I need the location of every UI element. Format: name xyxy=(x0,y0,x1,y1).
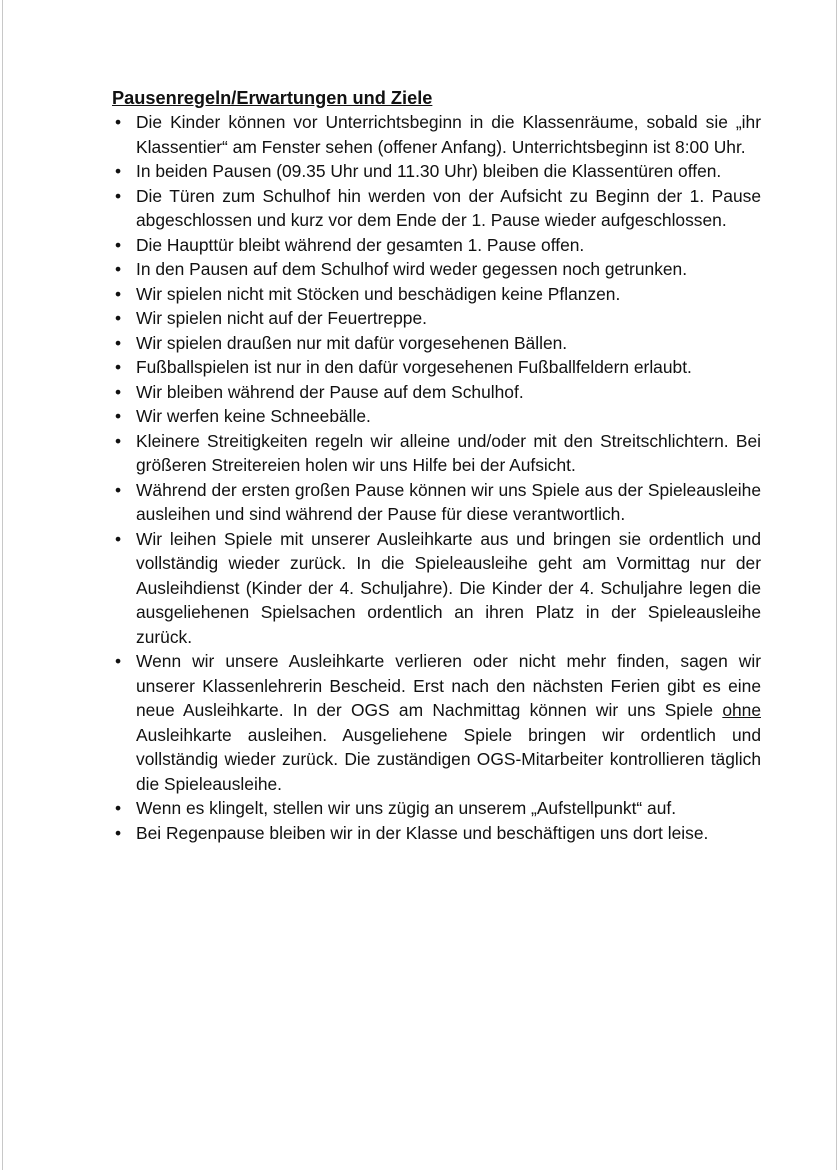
bullet-icon: • xyxy=(114,357,122,377)
bullet-icon: • xyxy=(114,185,122,206)
list-item-text: Wenn es klingelt, stellen wir uns zügig an unserem „Aufstellpunkt“ auf. xyxy=(136,798,677,818)
list-item xyxy=(110,404,761,429)
bullet-icon: • xyxy=(114,381,122,402)
document-title: Pausenregeln/Erwartungen und Ziele xyxy=(112,88,433,108)
list-item-text: Kleinere Streitigkeiten regeln wir alleine und/oder mit den Streitschlichtern. Bei größeren Streitereien holen wir uns Hilfe bei der Aufsicht. xyxy=(136,430,761,475)
bullet-icon: • xyxy=(114,406,122,426)
list-item-text: Die Türen zum Schulhof hin werden von der Aufsicht zu Beginn der 1. Pause abgeschlossen und kurz vor dem Ende der 1. Pause wieder aufgeschlossen. xyxy=(136,185,761,230)
list-item-text: Fußballspielen ist nur in den dafür vorgesehenen Fußballfeldern erlaubt. xyxy=(136,357,692,377)
list-item-text: Wir spielen draußen nur mit dafür vorgesehenen Bällen. xyxy=(136,332,568,353)
list-item xyxy=(110,380,761,405)
bullet-icon: • xyxy=(114,430,122,451)
list-item-text: In beiden Pausen (09.35 Uhr und 11.30 Uhr) bleiben die Klassentüren offen. xyxy=(136,161,722,181)
list-item xyxy=(110,159,761,184)
list-item-text: Die Kinder können vor Unterrichtsbeginn in die Klassenräume, sobald sie „ihr Klassentier“ am Fenster sehen (offener Anfang). Unterrichtsbeginn ist 8:00 Uhr. xyxy=(136,112,761,157)
bullet-icon: • xyxy=(114,479,122,500)
list-item-text: Die Haupttür bleibt während der gesamten 1. Pause offen. xyxy=(136,234,585,255)
rules-list xyxy=(110,110,761,845)
document-page xyxy=(2,0,837,1170)
bullet-icon: • xyxy=(114,234,122,255)
list-item xyxy=(110,331,761,356)
bullet-icon: • xyxy=(114,528,122,549)
bullet-icon: • xyxy=(114,651,122,671)
list-item-text: Wir spielen nicht auf der Feuertreppe. xyxy=(136,308,427,328)
list-item xyxy=(110,649,761,796)
list-item xyxy=(110,429,761,478)
list-item xyxy=(110,478,761,527)
underlined-word: ohne xyxy=(722,700,761,720)
bullet-icon: • xyxy=(114,161,122,181)
list-item xyxy=(110,282,761,307)
bullet-icon: • xyxy=(114,798,122,818)
list-item-text: Während der ersten großen Pause können wir uns Spiele aus der Spieleausleihe ausleihen und sind während der Pause für diese verantwortlich. xyxy=(136,479,761,524)
bullet-icon: • xyxy=(114,332,122,353)
list-item xyxy=(110,796,761,821)
list-item xyxy=(110,257,761,282)
list-item-text: Wir werfen keine Schneebälle. xyxy=(136,406,371,426)
list-item-text: Wir leihen Spiele mit unserer Ausleihkarte aus und bringen sie ordentlich und vollständig wieder zurück. In die Spieleausleihe geht am Vormittag nur der Ausleihdienst (Kinder der 4. Schuljahre). Die Kinder der 4. Schuljahre legen die ausgeliehenen Spielsachen ordentlich an ihren Platz in der Spieleausleihe zurück. xyxy=(136,528,761,647)
bullet-icon: • xyxy=(114,283,122,304)
list-item-text-before: Wenn wir unsere Ausleihkarte verlieren oder nicht mehr finden, sagen wir unserer Klassenlehrerin Bescheid. Erst nach den nächsten Ferien gibt es eine neue Ausleihkarte. In der OGS am Nachmittag können wir uns Spiele xyxy=(136,651,761,720)
list-item xyxy=(110,355,761,380)
list-item xyxy=(110,821,761,846)
bullet-icon: • xyxy=(114,822,122,843)
list-item xyxy=(110,184,761,233)
list-item-text: In den Pausen auf dem Schulhof wird weder gegessen noch getrunken. xyxy=(136,259,688,279)
list-item xyxy=(110,527,761,650)
bullet-icon: • xyxy=(114,259,122,279)
list-item xyxy=(110,110,761,159)
list-item-text: Wir spielen nicht mit Stöcken und beschädigen keine Pflanzen. xyxy=(136,283,621,304)
bullet-icon: • xyxy=(114,112,122,132)
list-item xyxy=(110,233,761,258)
list-item xyxy=(110,306,761,331)
list-item-text-after: Ausleihkarte ausleihen. Ausgeliehene Spiele bringen wir ordentlich und vollständig wieder zurück. Die zuständigen OGS-Mitarbeiter kontrollieren täglich die Spieleausleihe. xyxy=(136,724,761,794)
document-content xyxy=(110,86,761,845)
list-item-text: Bei Regenpause bleiben wir in der Klasse und beschäftigen uns dort leise. xyxy=(136,822,709,843)
list-item-text: Wir bleiben während der Pause auf dem Schulhof. xyxy=(136,381,524,402)
bullet-icon: • xyxy=(114,308,122,328)
